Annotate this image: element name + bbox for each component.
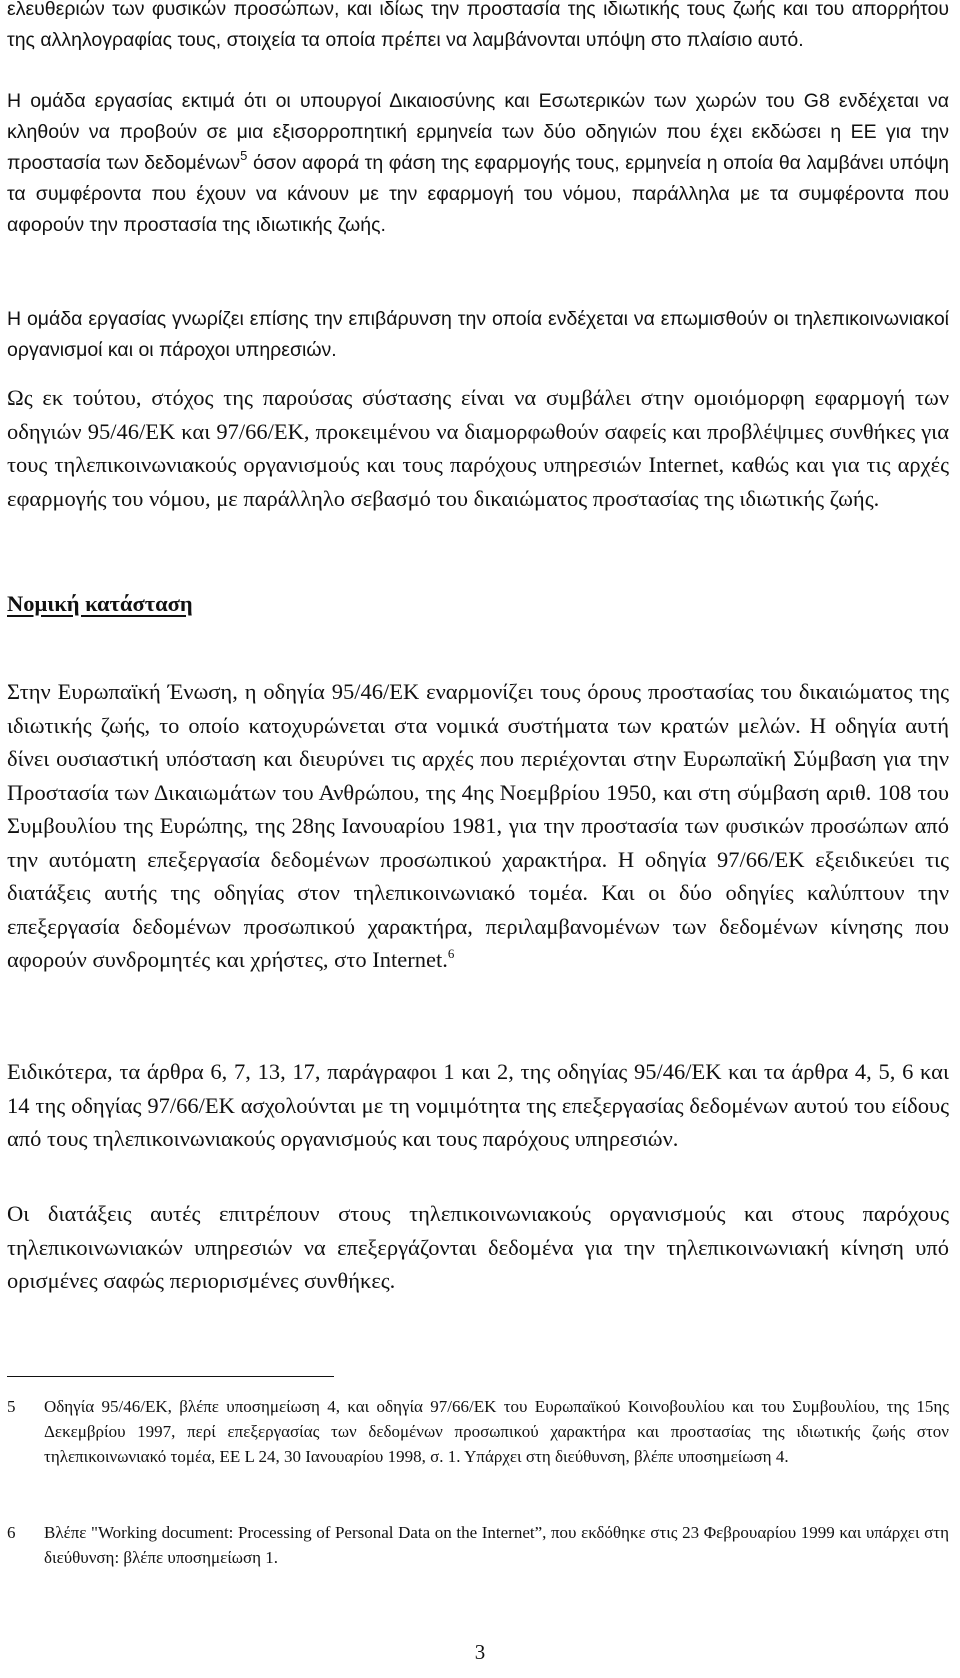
- paragraph-eu-text: Στην Ευρωπαϊκή Ένωση, η οδηγία 95/46/ΕΚ εναρμονίζει τους όρους προστασίας του δικαιώματος της ιδιωτικής ζωής, το οποίο κατοχυρώνεται στα νομικά συστήματα των κρατών μελών. Η οδηγία αυτή δίνει ουσιαστική υπόσταση και διευρύνει τις αρχές που περιέχονται στην Ευρωπαϊκή Σύμβαση για την Προστασία των Δικαιωμάτων του Ανθρώπου, της 4ης Νοεμβρίου 1950, και στη σύμβαση αριθ. 108 του Συμβουλίου της Ευρώπης, της 28ης Ιανουαρίου 1981, για την προστασία των φυσικών προσώπων από την αυτόματη επεξεργασία δεδομένων προσωπικού χαρακτήρα. Η οδηγία 97/66/ΕΚ εξειδικεύει τις διατάξεις αυτής της οδηγίας στον τηλεπικοινωνιακό τομέα. Και οι δύο οδηγίες καλύπτουν την επεξεργασία δεδομένων προσωπικού χαρακτήρα, περιλαμβανομένων των δεδομένων κίνησης που αφορούν συνδρομητές και χρήστες, στο Internet.: [7, 679, 949, 972]
- section-heading-legal-status: Νομική κατάσταση: [7, 591, 193, 616]
- footnote-text: Οδηγία 95/46/ΕΚ, βλέπε υποσημείωση 4, και οδηγία 97/66/ΕΚ του Ευρωπαϊκού Κοινοβουλίου και του Συμβουλίου, της 15ης Δεκεμβρίου 1997, περί επεξεργασίας των δεδομένων προσωπικού χαρακτήρα και προστασίας της ιδιωτικής ζωής στον τηλεπικοινωνιακό τομέα, ΕΕ L 24, 30 Ιανουαρίου 1998, σ. 1. Υπάρχει στη διεύθυνση, βλέπε υποσημείωση 4.: [44, 1397, 949, 1466]
- footnote-6: [7, 1520, 949, 1570]
- paragraph-eu-directives: [7, 675, 949, 977]
- footnote-number: 6: [7, 1523, 16, 1542]
- footnote-5: [7, 1394, 949, 1469]
- paragraph-recommendation-goal: Ως εκ τούτου, στόχος της παρούσας σύστασης είναι να συμβάλει στην ομοιόμορφη εφαρμογή των οδηγιών 95/46/ΕΚ και 97/66/ΕΚ, προκειμένου να διαμορφωθούν σαφείς και προβλέψιμες συνθήκες για τους τηλεπικοινωνιακούς οργανισμούς και τους παρόχους υπηρεσιών Internet, καθώς και για τις αρχές εφαρμογής του νόμου, με παράλληλο σεβασμό του δικαιώματος προστασίας της ιδιωτικής ζωής.: [7, 385, 949, 511]
- paragraph-directive-articles: Ειδικότερα, τα άρθρα 6, 7, 13, 17, παράγραφοι 1 και 2, της οδηγίας 95/46/ΕΚ και τα άρθρα 4, 5, 6 και 14 της οδηγίας 97/66/ΕΚ ασχολούνται με τη νομιμότητα της επεξεργασίας δεδομένων αυτού του είδους από τους τηλεπικοινωνιακούς οργανισμούς και τους παρόχους υπηρεσιών.: [7, 1059, 949, 1151]
- page-number: 3: [474, 1640, 486, 1664]
- footnote-separator: [7, 1376, 334, 1377]
- paragraph-provider-burden: Η ομάδα εργασίας γνωρίζει επίσης την επιβάρυνση την οποία ενδέχεται να επωμισθούν οι τηλεπικοινωνιακοί οργανισμοί και οι πάροχοι υπηρεσιών.: [7, 308, 949, 361]
- footnote-text: Βλέπε "Working document: Processing of Personal Data on the Internet”, που εκδόθηκε στις 23 Φεβρουαρίου 1999 και υπάρχει στη διεύθυνση: βλέπε υποσημείωση 1.: [44, 1523, 949, 1567]
- paragraph-provisions: Οι διατάξεις αυτές επιτρέπουν στους τηλεπικοινωνιακούς οργανισμούς και στους παρόχους τηλεπικοινωνιακών υπηρεσιών να επεξεργάζονται δεδομένα για την τηλεπικοινωνιακή κίνηση υπό ορισμένες σαφώς περιορισμένες συνθήκες.: [7, 1201, 949, 1293]
- paragraph-g8-text-end: όσον αφορά τη φάση της εφαρμογής τους, ερμηνεία η οποία θα λαμβάνει υπόψη τα συμφέροντα που έχουν να κάνουν με την εφαρμογή του νόμου, παράλληλα με τα συμφέροντα που αφορούν την προστασία της ιδιωτικής ζωής.: [7, 152, 949, 236]
- footnote-ref-5[interactable]: 5: [240, 148, 248, 163]
- footnote-ref-6[interactable]: 6: [447, 946, 455, 961]
- paragraph-g8-text-start: Η ομάδα εργασίας εκτιμά ότι οι υπουργοί Δικαιοσύνης και Εσωτερικών των χωρών του G8 ενδέχεται να κληθούν να προβούν σε μια εξισορροπητική ερμηνεία των δύο οδηγιών που έχει εκδώσει η ΕΕ για την προστασία των δεδομένων: [7, 90, 949, 174]
- footnote-number: 5: [7, 1397, 16, 1416]
- paragraph-g8-ministers: [7, 86, 949, 241]
- paragraph-intro-end: ελευθεριών των φυσικών προσώπων, και ιδίως την προστασία της ιδιωτικής τους ζωής και του απορρήτου της αλληλογραφίας τους, στοιχεία τα οποία πρέπει να λαμβάνονται υπόψη στο πλαίσιο αυτό.: [7, 0, 949, 51]
